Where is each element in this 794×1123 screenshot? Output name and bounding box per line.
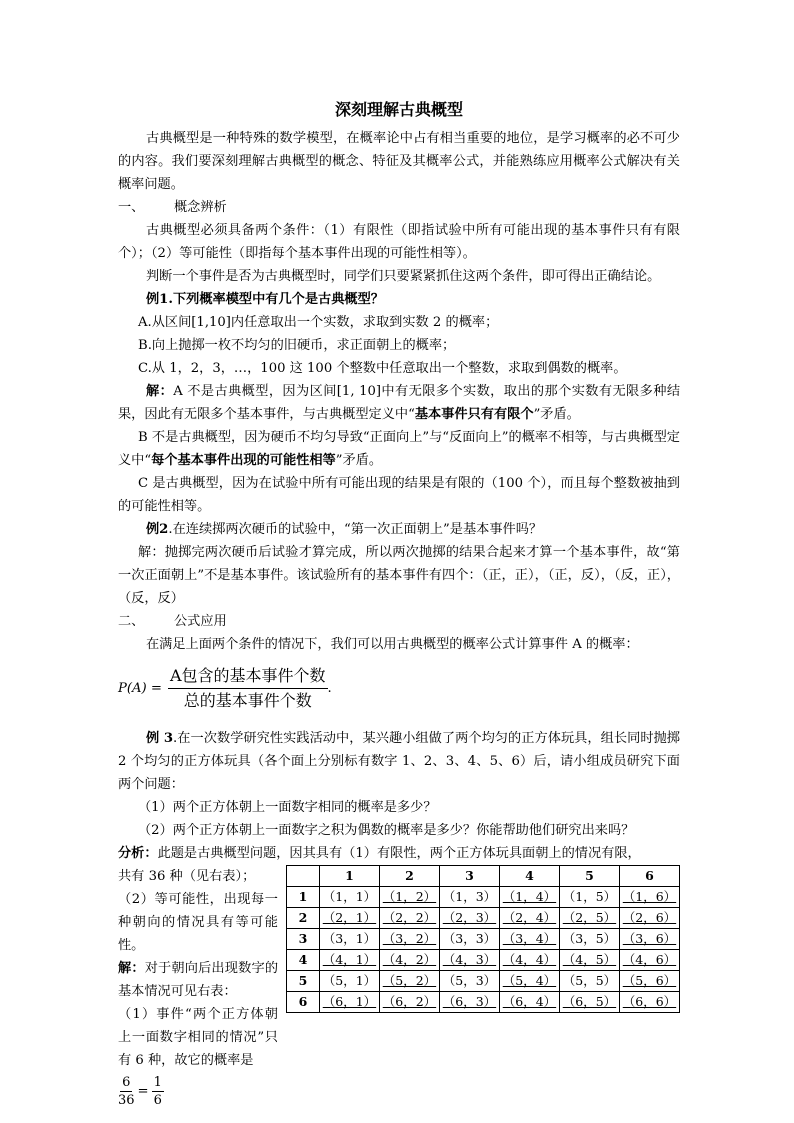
question-1: （1）两个正方体朝上一面数字相同的概率是多少？	[138, 800, 437, 815]
left-column-text	[118, 865, 278, 1072]
table-cell: （1，3）	[439, 887, 499, 908]
left-solution	[118, 957, 278, 1003]
row-header: 2	[287, 908, 320, 929]
table-cell: （6，4）	[499, 992, 559, 1013]
table-cell: （4，4）	[499, 950, 559, 971]
example-label: 例 3	[146, 731, 174, 746]
solution-1-b	[118, 426, 680, 472]
table-cell: （6，6）	[619, 992, 679, 1013]
section-label: 公式应用	[174, 614, 227, 629]
document-page	[118, 98, 680, 1123]
formula-fraction	[168, 664, 328, 713]
formula-intro: 在满足上面两个条件的情况下，我们可以用古典概型的概率公式计算事件 A 的概率：	[146, 637, 639, 652]
solution-label: 解：	[118, 961, 145, 976]
table-cell: （2，1）	[319, 908, 379, 929]
probability-formula	[118, 664, 680, 713]
fraction-denominator: 6	[153, 1093, 162, 1108]
table-cell: （2，5）	[559, 908, 619, 929]
table-header-row	[287, 866, 680, 887]
table-cell: （3，5）	[559, 929, 619, 950]
fraction-numerator: 6	[122, 1075, 131, 1090]
solution-text: ”矛盾。	[533, 407, 580, 422]
column-header: 4	[499, 866, 559, 887]
table-cell: （4，5）	[559, 950, 619, 971]
table-cell: （3，6）	[619, 929, 679, 950]
table-row	[287, 950, 680, 971]
table-cell: （1，4）	[499, 887, 559, 908]
solution-2: 解：抛掷完两次硬币后试验才算完成，所以两次抛掷的结果合起来才算一个基本事件，故“第一次正面朝上”不是基本事件。该试验所有的基本事件有四个：（正，正），（正，反），（反，正），（反，反）	[118, 545, 680, 606]
option-a: A.从区间[1,10]内任意取出一个实数，求取到实数 2 的概率；	[138, 315, 499, 330]
table-cell: （3，3）	[439, 929, 499, 950]
emphasis-text: 每个基本事件出现的可能性相等	[151, 453, 336, 468]
row-header: 1	[287, 887, 320, 908]
formula-period: .	[327, 681, 332, 696]
column-header: 6	[619, 866, 679, 887]
fraction-denominator: 36	[118, 1093, 135, 1108]
table-row	[287, 887, 680, 908]
section-heading-1	[118, 196, 680, 219]
column-header: 5	[559, 866, 619, 887]
table-cell: （4，3）	[439, 950, 499, 971]
table-row	[287, 971, 680, 992]
analysis-paragraph	[118, 842, 680, 865]
table-cell: （5，6）	[619, 971, 679, 992]
row-header: 3	[287, 929, 320, 950]
table-cell: （3，4）	[499, 929, 559, 950]
column-header: 1	[319, 866, 379, 887]
row-header: 5	[287, 971, 320, 992]
table-cell: （4，2）	[379, 950, 439, 971]
table-cell: （1，6）	[619, 887, 679, 908]
fraction-6-36	[118, 1074, 135, 1109]
example-label: 例1	[146, 292, 169, 307]
section-heading-2	[118, 610, 680, 633]
example-label: 例2	[146, 522, 169, 537]
example-1-question	[118, 288, 680, 311]
example-3-question	[118, 727, 680, 796]
table-cell: （4，6）	[619, 950, 679, 971]
left-line-2: （2）等可能性，出现每一种朝向的情况具有等可能性。	[118, 892, 278, 953]
table-cell: （1，1）	[319, 887, 379, 908]
table-corner-cell	[287, 866, 320, 887]
table-row	[287, 929, 680, 950]
emphasis-text: 基本事件只有有限个	[414, 407, 534, 422]
intro-paragraph: 古典概型是一种特殊的数学模型，在概率论中占有相当重要的地位，是学习概率的必不可少的内容。我们要深刻理解古典概型的概念、特征及其概率公式，并能熟练应用概率公式解决有关概率问题。	[118, 131, 680, 192]
column-header: 3	[439, 866, 499, 887]
table-cell: （5，5）	[559, 971, 619, 992]
table-cell: （2，6）	[619, 908, 679, 929]
equals-sign: =	[137, 1084, 149, 1099]
formula-lhs: P(A) =	[118, 681, 162, 696]
solution-text: 对于朝向后出现数字的基本情况可见右表：	[118, 961, 279, 999]
table-cell: （6，1）	[319, 992, 379, 1013]
solution-label: 解：	[146, 384, 174, 399]
table-cell: （5，4）	[499, 971, 559, 992]
section-label: 概念辨析	[174, 200, 227, 215]
section-number: 二、	[118, 614, 145, 629]
table-cell: （2，3）	[439, 908, 499, 929]
example-text: .在连续掷两次硬币的试验中，“第一次正面朝上”是基本事件吗？	[168, 522, 543, 537]
table-cell: （5，2）	[379, 971, 439, 992]
row-header: 6	[287, 992, 320, 1013]
table-section	[118, 865, 680, 1072]
table-cell: （6，2）	[379, 992, 439, 1013]
row-header: 4	[287, 950, 320, 971]
left-question-1-answer: （1）事件“两个正方体朝上一面数字相同的情况”只有 6 种，故它的概率是	[118, 1007, 278, 1068]
table-row	[287, 908, 680, 929]
table-cell: （2，2）	[379, 908, 439, 929]
table-cell: （4，1）	[319, 950, 379, 971]
analysis-text: 此题是古典概型问题，因其具有（1）有限性，两个正方体玩具面朝上的情况有限，	[157, 846, 641, 861]
example-2-question	[118, 518, 680, 541]
left-line-1: 共有 36 种（见右表）；	[118, 869, 256, 884]
outcome-table	[286, 865, 680, 1013]
fraction-1-6	[152, 1074, 164, 1109]
table-cell: （6，3）	[439, 992, 499, 1013]
analysis-label: 分析：	[118, 846, 158, 861]
question-2: （2）两个正方体朝上一面数字之积为偶数的概率是多少？你能帮助他们研究出来吗？	[138, 823, 635, 838]
table-cell: （6，5）	[559, 992, 619, 1013]
option-c: C.从 1，2，3，…，100 这 100 个整数中任意取出一个整数，求取到偶数的概率。	[138, 361, 627, 376]
document-title: 深刻理解古典概型	[334, 100, 463, 119]
formula-denominator: 总的基本事件个数	[183, 691, 312, 710]
solution-1-a	[118, 380, 680, 426]
table-cell: （1，5）	[559, 887, 619, 908]
column-header: 2	[379, 866, 439, 887]
solution-1-c: C 是古典概型，因为在试验中所有可能出现的结果是有限的（100 个），而且每个整数被抽到的可能性相等。	[118, 476, 680, 514]
solution-text: ”矛盾。	[335, 453, 383, 468]
conditions-paragraph: 古典概型必须具备两个条件：（1）有限性（即指试验中所有可能出现的基本事件只有有限个）；（2）等可能性（即指每个基本事件出现的可能性相等）。	[118, 223, 680, 261]
table-cell: （3，1）	[319, 929, 379, 950]
section-number: 一、	[118, 200, 145, 215]
solution-text: B 不是古典概型，因为硬币不均匀导致“正面向上”与“反面向上”的概率不相等，与古典概型定义中“	[118, 430, 680, 468]
fraction-numerator: 1	[153, 1075, 162, 1090]
example-text: .下列概率模型中有几个是古典概型？	[168, 292, 384, 307]
table-cell: （1，2）	[379, 887, 439, 908]
solution-text: A 不是古典概型，因为区间[1, 10]中有无限多个实数，取出的那个实数有无限多种结果，因此有无限多个基本事件，与古典概型定义中“	[118, 384, 681, 422]
table-cell: （3，2）	[379, 929, 439, 950]
table-cell: （5，1）	[319, 971, 379, 992]
table-cell: （5，3）	[439, 971, 499, 992]
option-b: B.向上抛掷一枚不均匀的旧硬币，求正面朝上的概率；	[138, 338, 456, 353]
final-probability	[118, 1074, 680, 1109]
table-row	[287, 992, 680, 1013]
example-text: .在一次数学研究性实践活动中，某兴趣小组做了两个均匀的正方体玩具，组长同时抛掷 2 个均匀的正方体玩具（各个面上分别标有数字 1、2、3、4、5、6）后，请小组成员研究下面两个问题：	[118, 731, 680, 792]
table-cell: （2，4）	[499, 908, 559, 929]
formula-numerator: A包含的基本事件个数	[168, 664, 328, 689]
judgment-paragraph: 判断一个事件是否为古典概型时，同学们只要紧紧抓住这两个条件，即可得出正确结论。	[146, 269, 661, 284]
